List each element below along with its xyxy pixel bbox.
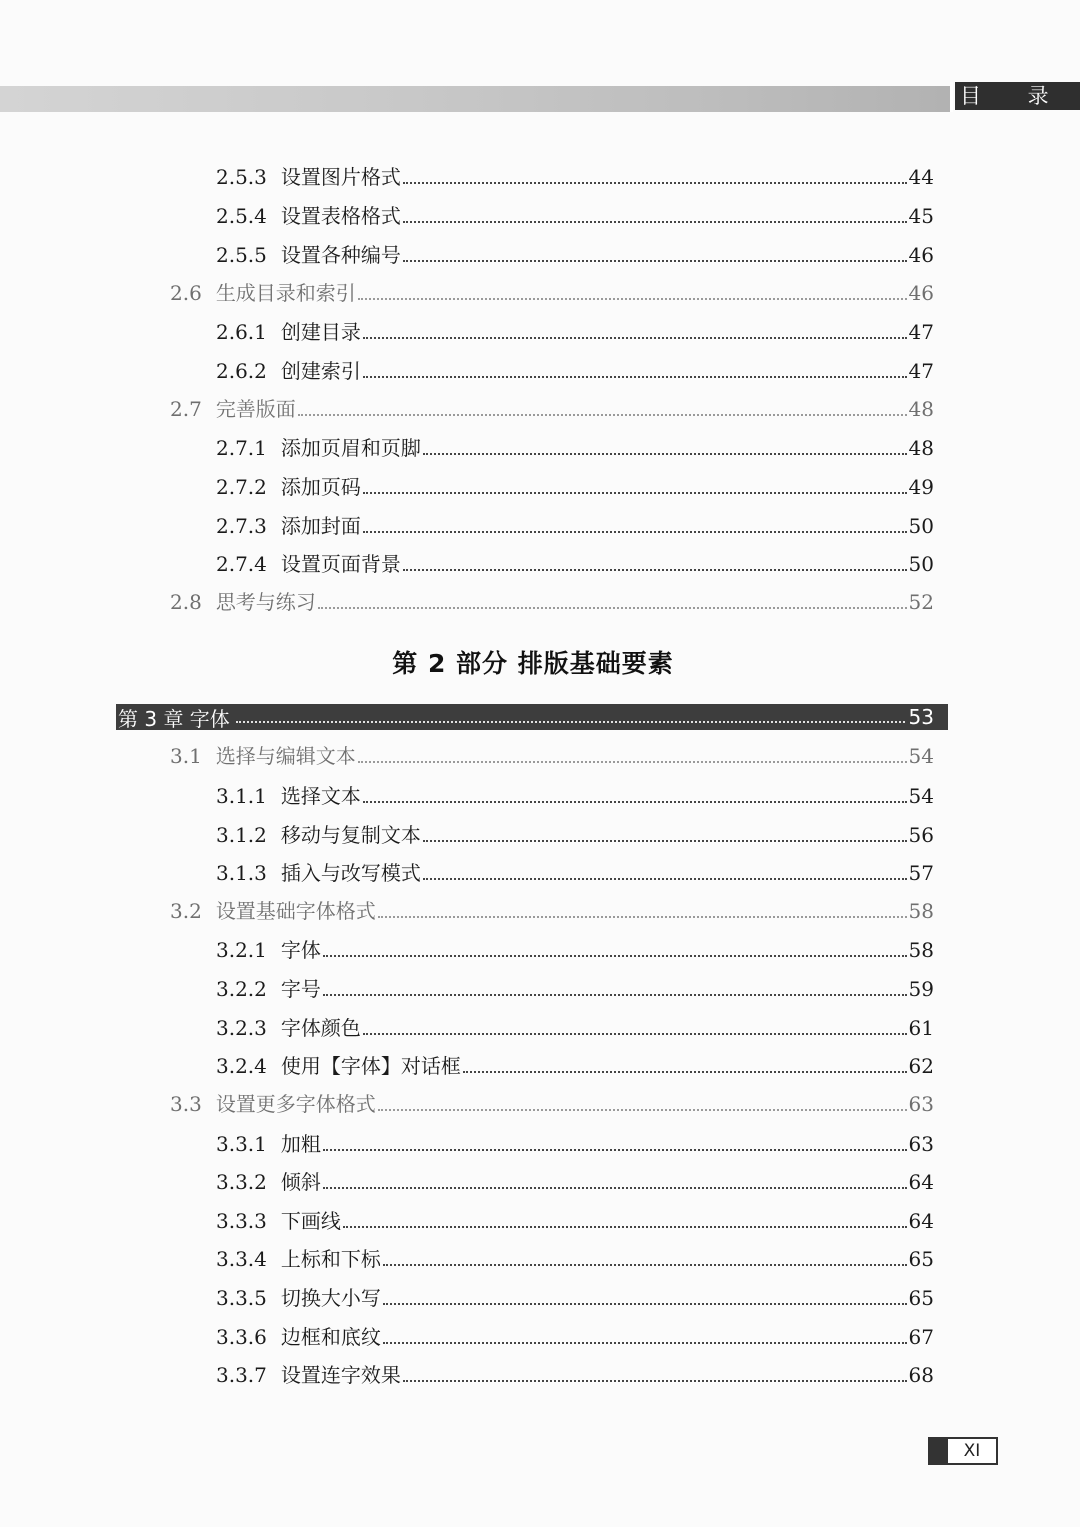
toc-leader: [383, 1303, 907, 1305]
toc-leader: [343, 1226, 907, 1228]
toc-leader: [323, 955, 907, 957]
toc-row: [216, 1360, 934, 1390]
toc-title: 字号: [280, 977, 321, 1001]
toc-page: 54: [908, 744, 934, 768]
toc-title: 下画线: [280, 1209, 341, 1233]
toc-number: 3.1.1: [216, 784, 267, 808]
toc-row: [216, 1244, 934, 1274]
toc-page: 44: [908, 165, 934, 189]
toc-number: 3.3.7: [216, 1363, 267, 1387]
toc-number: 3.2.3: [216, 1016, 267, 1040]
toc-page: 48: [908, 436, 934, 460]
toc-row: [216, 1051, 934, 1081]
toc-title: 移动与复制文本: [280, 823, 421, 847]
toc-number: 3.1.3: [216, 861, 267, 885]
toc-row: [216, 201, 934, 231]
toc-page: 47: [908, 320, 934, 344]
toc-page: 68: [908, 1363, 934, 1387]
toc-row: [216, 974, 934, 1004]
toc-leader: [323, 1149, 907, 1151]
toc-title: 思考与练习: [215, 590, 316, 614]
toc-leader: [363, 337, 907, 339]
toc-leader: [358, 298, 907, 300]
toc-number: 3.3.1: [216, 1132, 267, 1156]
toc-leader: [363, 801, 907, 803]
toc-number: 3.2.2: [216, 977, 267, 1001]
toc-number: 3.3.4: [216, 1247, 267, 1271]
toc-number: 2.5.3: [216, 165, 267, 189]
toc-row: [170, 741, 934, 771]
toc-row: [216, 162, 934, 192]
chapter-bar: [116, 704, 948, 730]
chapter-title: 第 3 章 字体: [118, 706, 230, 731]
toc-page: 46: [908, 243, 934, 267]
toc-page: 65: [908, 1286, 934, 1310]
toc-title: 设置各种编号: [280, 243, 401, 267]
toc-title: 选择与编辑文本: [215, 744, 356, 768]
toc-row: [216, 1206, 934, 1236]
toc-title: 上标和下标: [280, 1247, 381, 1271]
toc-title: 字体颜色: [280, 1016, 361, 1040]
toc-number: 3.1: [170, 744, 202, 768]
chapter-leader: [236, 721, 905, 723]
toc-number: 2.6.1: [216, 320, 267, 344]
toc-title: 设置页面背景: [280, 552, 401, 576]
toc-number: 2.7.4: [216, 552, 267, 576]
toc-number: 3.3.2: [216, 1170, 267, 1194]
toc-title: 选择文本: [280, 784, 361, 808]
toc-number: 2.5.5: [216, 243, 267, 267]
toc-number: 3.3.5: [216, 1286, 267, 1310]
toc-page: 67: [908, 1325, 934, 1349]
toc-page: 45: [908, 204, 934, 228]
toc-page: 57: [908, 861, 934, 885]
header-divider: [950, 82, 953, 112]
toc-leader: [363, 376, 907, 378]
toc-number: 3.3.6: [216, 1325, 267, 1349]
toc-leader: [403, 1380, 907, 1382]
toc-row: [216, 1129, 934, 1159]
toc-title: 边框和底纹: [280, 1325, 381, 1349]
toc-number: 3.3.3: [216, 1209, 267, 1233]
toc-title: 创建索引: [280, 359, 361, 383]
toc-title: 使用【字体】对话框: [280, 1054, 461, 1078]
toc-page: 63: [908, 1092, 934, 1116]
toc-title: 设置连字效果: [280, 1363, 401, 1387]
toc-title: 设置表格格式: [280, 204, 401, 228]
toc-page: 65: [908, 1247, 934, 1271]
page-number-accent: [928, 1437, 946, 1465]
toc-number: 2.8: [170, 590, 202, 614]
toc-leader: [463, 1071, 907, 1073]
header-band: [0, 86, 950, 112]
toc-leader: [383, 1342, 907, 1344]
toc-number: 3.2.1: [216, 938, 267, 962]
page-number: XI: [946, 1437, 998, 1465]
toc-number: 2.5.4: [216, 204, 267, 228]
toc-leader: [363, 492, 907, 494]
toc-page: 59: [908, 977, 934, 1001]
toc-page: 58: [908, 938, 934, 962]
toc-row: [216, 511, 934, 541]
toc-row: [170, 1089, 934, 1119]
toc-row: [216, 1283, 934, 1313]
toc-leader: [323, 1187, 907, 1189]
chapter-page: 53: [908, 705, 934, 729]
toc-number: 3.2.4: [216, 1054, 267, 1078]
toc-row: [170, 394, 934, 424]
toc-leader: [363, 531, 907, 533]
toc-page: 62: [908, 1054, 934, 1078]
toc-leader: [298, 414, 907, 416]
toc-number: 2.7.1: [216, 436, 267, 460]
toc-page: 50: [908, 552, 934, 576]
toc-row: [216, 317, 934, 347]
toc-title: 切换大小写: [280, 1286, 381, 1310]
toc-number: 2.7.3: [216, 514, 267, 538]
toc-title: 插入与改写模式: [280, 861, 421, 885]
toc-leader: [383, 1264, 907, 1266]
toc-leader: [403, 182, 907, 184]
toc-title: 设置图片格式: [280, 165, 401, 189]
toc-number: 2.7: [170, 397, 202, 421]
header-label: 目 录: [960, 84, 1069, 108]
toc-row: [216, 433, 934, 463]
toc-leader: [378, 916, 907, 918]
toc-leader: [378, 1109, 907, 1111]
toc-leader: [423, 878, 907, 880]
toc-page: 50: [908, 514, 934, 538]
toc-page: 46: [908, 281, 934, 305]
toc-title: 倾斜: [280, 1170, 321, 1194]
toc-leader: [358, 761, 907, 763]
toc-row: [216, 356, 934, 386]
toc-page: 52: [908, 590, 934, 614]
toc-row: [216, 240, 934, 270]
toc-leader: [423, 453, 907, 455]
toc-row: [170, 896, 934, 926]
toc-number: 2.7.2: [216, 475, 267, 499]
toc-title: 加粗: [280, 1132, 321, 1156]
toc-row: [216, 1013, 934, 1043]
toc-row: [216, 549, 934, 579]
toc-row: [216, 1322, 934, 1352]
toc-row: [170, 278, 934, 308]
toc-row: [216, 935, 934, 965]
toc-number: 2.6: [170, 281, 202, 305]
toc-leader: [318, 607, 907, 609]
toc-row: [216, 858, 934, 888]
toc-page: 63: [908, 1132, 934, 1156]
toc-page: 49: [908, 475, 934, 499]
part-heading: 第 2 部分 排版基础要素: [392, 649, 674, 678]
toc-page: 47: [908, 359, 934, 383]
toc-leader: [363, 1033, 907, 1035]
toc-leader: [403, 260, 907, 262]
toc-leader: [323, 994, 907, 996]
toc-number: 3.3: [170, 1092, 202, 1116]
toc-title: 生成目录和索引: [215, 281, 356, 305]
toc-row: [216, 1167, 934, 1197]
toc-title: 设置更多字体格式: [215, 1092, 376, 1116]
toc-title: 创建目录: [280, 320, 361, 344]
toc-page: 64: [908, 1209, 934, 1233]
toc-title: 添加页眉和页脚: [280, 436, 421, 460]
toc-title: 添加页码: [280, 475, 361, 499]
toc-page: 61: [908, 1016, 934, 1040]
toc-leader: [403, 221, 907, 223]
toc-page: 58: [908, 899, 934, 923]
toc-number: 3.1.2: [216, 823, 267, 847]
toc-number: 2.6.2: [216, 359, 267, 383]
toc-page: 64: [908, 1170, 934, 1194]
toc-row: [216, 781, 934, 811]
toc-title: 完善版面: [215, 397, 296, 421]
toc-row: [216, 472, 934, 502]
toc-row: [216, 820, 934, 850]
toc-row: [170, 587, 934, 617]
toc-page: 56: [908, 823, 934, 847]
toc-page: 54: [908, 784, 934, 808]
toc-number: 3.2: [170, 899, 202, 923]
toc-title: 添加封面: [280, 514, 361, 538]
toc-page: 48: [908, 397, 934, 421]
toc-title: 字体: [280, 938, 321, 962]
toc-title: 设置基础字体格式: [215, 899, 376, 923]
toc-leader: [403, 569, 907, 571]
toc-leader: [423, 840, 907, 842]
